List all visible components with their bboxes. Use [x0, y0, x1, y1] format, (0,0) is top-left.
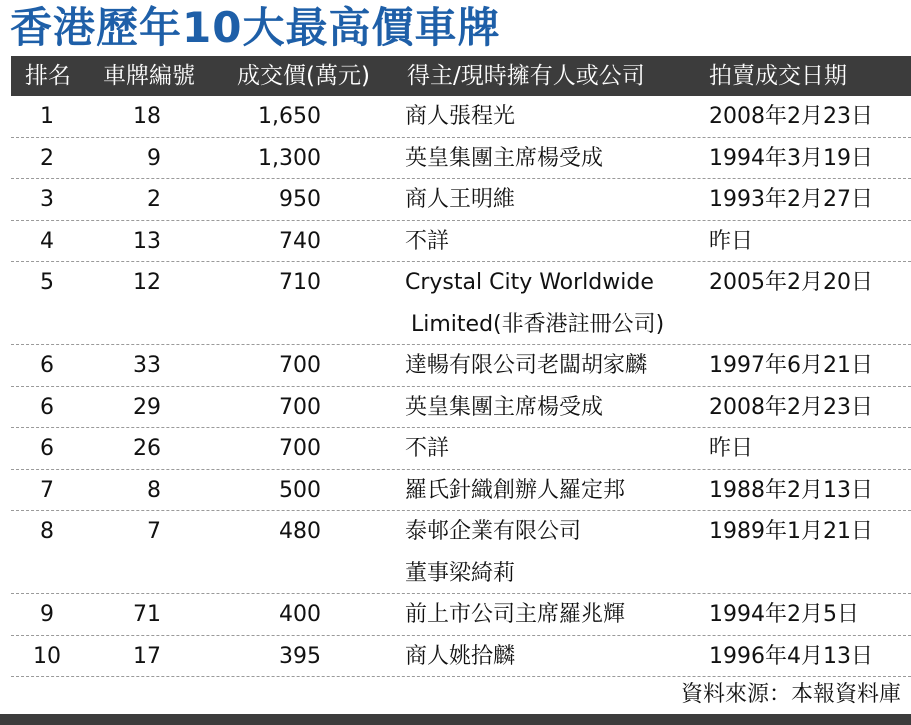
- rank-cell: 2: [40, 145, 54, 171]
- owner-cell: [405, 345, 647, 387]
- owner-line: 不詳: [405, 436, 450, 461]
- owner-line: 商人姚拾麟: [405, 643, 516, 669]
- table-row: [11, 179, 911, 221]
- price-cell: 710: [279, 270, 321, 295]
- date-cell: 1989年1月21日: [709, 519, 873, 544]
- owner-line: 董事梁綺莉: [405, 560, 516, 586]
- bottom-bar: [0, 714, 911, 725]
- owner-cell: [405, 138, 603, 180]
- table-row: [11, 636, 911, 678]
- date-cell: 1994年2月5日: [709, 602, 859, 627]
- rank-cell: 10: [33, 643, 61, 669]
- price-cell: 700: [279, 353, 321, 378]
- plate-cell: 29: [133, 394, 161, 420]
- owner-line: 英皇集團主席楊受成: [405, 145, 604, 171]
- date-cell: 昨日: [709, 436, 754, 461]
- plate-cell: 26: [133, 436, 161, 461]
- price-cell: 1,650: [258, 104, 321, 129]
- plate-cell: 2: [147, 187, 161, 212]
- date-cell: 2008年2月23日: [709, 394, 873, 420]
- plate-cell: 7: [147, 519, 161, 544]
- table-row: [11, 262, 911, 345]
- header-plate: 車牌編號: [103, 63, 195, 89]
- plate-cell: 33: [133, 353, 161, 378]
- table-row: [11, 594, 911, 636]
- date-cell: 1996年4月13日: [709, 643, 873, 669]
- table-row: [11, 470, 911, 512]
- owner-line: Crystal City Worldwide: [405, 270, 654, 295]
- owner-cell: [405, 179, 515, 221]
- source-note: 資料來源：本報資料庫: [680, 682, 901, 707]
- rank-cell: 6: [40, 353, 54, 378]
- plate-cell: 18: [133, 104, 161, 129]
- rank-cell: 8: [40, 519, 54, 544]
- table-body: [11, 96, 911, 677]
- owner-cell: [405, 511, 581, 594]
- owner-cell: [405, 262, 664, 345]
- table-row: [11, 345, 911, 387]
- owner-line: 前上市公司主席羅兆輝: [405, 602, 626, 627]
- date-cell: 1993年2月27日: [709, 187, 873, 212]
- header-rank: 排名: [25, 63, 71, 89]
- date-cell: 2005年2月20日: [709, 270, 873, 295]
- owner-cell: [405, 221, 449, 263]
- plate-cell: 71: [133, 602, 161, 627]
- rank-cell: 4: [40, 228, 54, 254]
- owner-line: Limited(非香港註冊公司): [411, 311, 665, 337]
- plate-cell: 12: [133, 270, 161, 295]
- plate-cell: 9: [147, 145, 161, 171]
- date-cell: 昨日: [709, 228, 754, 254]
- price-cell: 740: [279, 228, 321, 254]
- owner-line: 羅氏針織創辦人羅定邦: [405, 477, 626, 503]
- owner-cell: [405, 428, 449, 470]
- price-cell: 700: [279, 394, 321, 420]
- owner-line: 英皇集團主席楊受成: [405, 394, 604, 420]
- price-cell: 500: [279, 477, 321, 503]
- rank-cell: 7: [40, 477, 54, 503]
- rank-cell: 6: [40, 436, 54, 461]
- owner-cell: [405, 387, 603, 429]
- table-row: [11, 96, 911, 138]
- price-cell: 395: [279, 643, 321, 669]
- table-row: [11, 138, 911, 180]
- table-header: [11, 56, 911, 96]
- owner-cell: [405, 594, 625, 636]
- table-row: [11, 511, 911, 594]
- rank-cell: 6: [40, 394, 54, 420]
- date-cell: 1994年3月19日: [709, 145, 873, 171]
- owner-line: 達暢有限公司老闆胡家麟: [405, 353, 648, 378]
- plate-cell: 17: [133, 643, 161, 669]
- price-cell: 700: [279, 436, 321, 461]
- plate-cell: 13: [133, 228, 161, 254]
- owner-line: 不詳: [405, 228, 450, 254]
- header-price: 成交價(萬元): [237, 63, 370, 89]
- rank-cell: 5: [40, 270, 54, 295]
- date-cell: 1988年2月13日: [709, 477, 873, 503]
- header-date: 拍賣成交日期: [709, 63, 847, 89]
- price-cell: 480: [279, 519, 321, 544]
- rank-cell: 1: [40, 104, 54, 129]
- table-row: [11, 387, 911, 429]
- rank-cell: 9: [40, 602, 54, 627]
- date-cell: 1997年6月21日: [709, 353, 873, 378]
- price-cell: 400: [279, 602, 321, 627]
- owner-cell: [405, 96, 515, 138]
- owner-line: 商人張程光: [405, 104, 516, 129]
- owner-cell: [405, 470, 625, 512]
- plate-cell: 8: [147, 477, 161, 503]
- header-owner: 得主/現時擁有人或公司: [407, 63, 645, 89]
- table-row: [11, 221, 911, 263]
- owner-line: 泰邨企業有限公司: [405, 519, 582, 544]
- page-title: 香港歷年10大最高價車牌: [10, 3, 501, 52]
- rank-cell: 3: [40, 187, 54, 212]
- table-row: [11, 428, 911, 470]
- price-cell: 1,300: [258, 145, 321, 171]
- price-cell: 950: [279, 187, 321, 212]
- owner-cell: [405, 636, 515, 678]
- date-cell: 2008年2月23日: [709, 104, 873, 129]
- owner-line: 商人王明維: [405, 187, 516, 212]
